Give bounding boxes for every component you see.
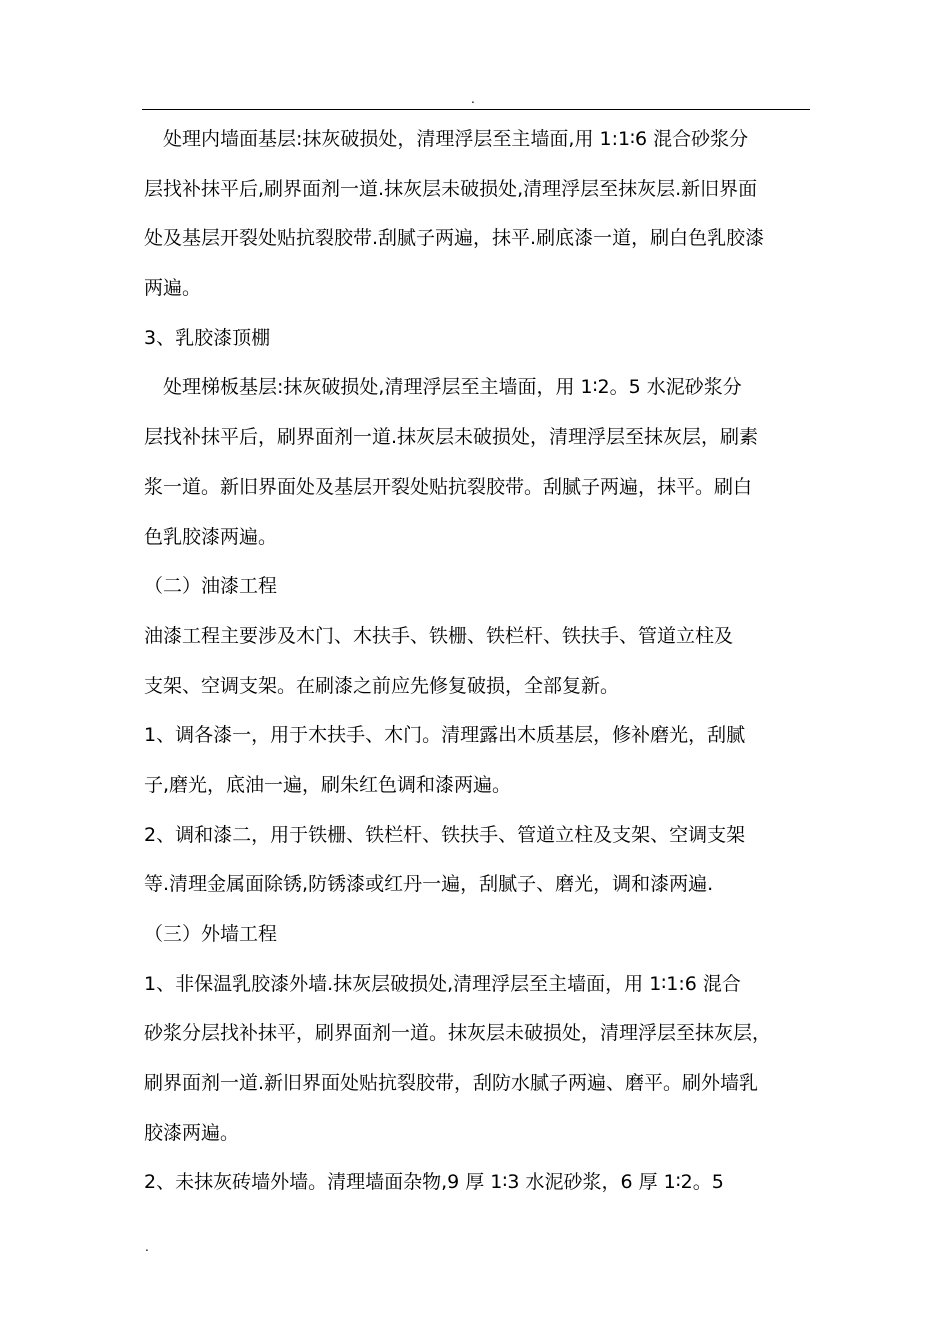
text-line: 浆一道。新旧界面处及基层开裂处贴抗裂胶带。刮腻子两遍，抹平。刷白	[144, 475, 753, 498]
text-line: 胶漆两遍。	[144, 1121, 240, 1144]
header-rule	[142, 109, 810, 110]
text-line: 刷界面剂一道.新旧界面处贴抗裂胶带，刮防水腻子两遍、磨平。刷外墙乳	[144, 1072, 759, 1095]
text-line: 处及基层开裂处贴抗裂胶带.刮腻子两遍，抹平.刷底漆一道，刷白色乳胶漆	[144, 227, 765, 250]
text-line: 等.清理金属面除锈,防锈漆或红丹一遍，刮腻子、磨光，调和漆两遍.	[144, 873, 714, 896]
text-line: 处理内墙面基层:抹灰破损处，清理浮层至主墙面,用 1:1∶6 混合砂浆分	[144, 128, 749, 150]
text-line: 2、未抹灰砖墙外墙。清理墙面杂物,9 厚 1∶3 水泥砂浆，6 厚 1∶2。5	[144, 1171, 724, 1194]
section-heading: （二）油漆工程	[144, 575, 278, 598]
text-line: 油漆工程主要涉及木门、木扶手、铁栅、铁栏杆、铁扶手、管道立柱及	[144, 624, 734, 647]
text-line: 支架、空调支架。在刷漆之前应先修复破损，全部复新。	[144, 674, 620, 697]
text-line: 子,磨光，底油一遍，刷朱红色调和漆两遍。	[144, 773, 512, 796]
text-line: 层找补抹平后，刷界面剂一道.抹灰层未破损处，清理浮层至抹灰层，刷素	[144, 426, 759, 449]
text-line: 处理梯板基层:抹灰破损处,清理浮层至主墙面，用 1∶2。5 水泥砂浆分	[144, 376, 742, 399]
text-line: 砂浆分层找补抹平，刷界面剂一道。抹灰层未破损处，清理浮层至抹灰层，	[144, 1022, 772, 1045]
section-heading: （三）外墙工程	[144, 923, 278, 945]
document-body	[144, 115, 810, 1208]
header-dot: .	[471, 92, 475, 106]
text-line: 1、调各漆一，用于木扶手、木门。清理露出木质基层，修补磨光，刮腻	[144, 724, 746, 747]
text-line: 1、非保温乳胶漆外墙.抹灰层破损处,清理浮层至主墙面，用 1∶1:6 混合	[144, 972, 741, 995]
footer-dot: .	[145, 1240, 149, 1254]
text-line: 层找补抹平后,刷界面剂一道.抹灰层未破损处,清理浮层至抹灰层.新旧界面	[144, 177, 758, 200]
section-heading: 3、乳胶漆顶棚	[144, 326, 271, 349]
text-line: 两遍。	[144, 277, 202, 300]
text-line: 2、调和漆二，用于铁栅、铁栏杆、铁扶手、管道立柱及支架、空调支架	[144, 823, 746, 846]
text-line: 色乳胶漆两遍。	[144, 525, 278, 548]
